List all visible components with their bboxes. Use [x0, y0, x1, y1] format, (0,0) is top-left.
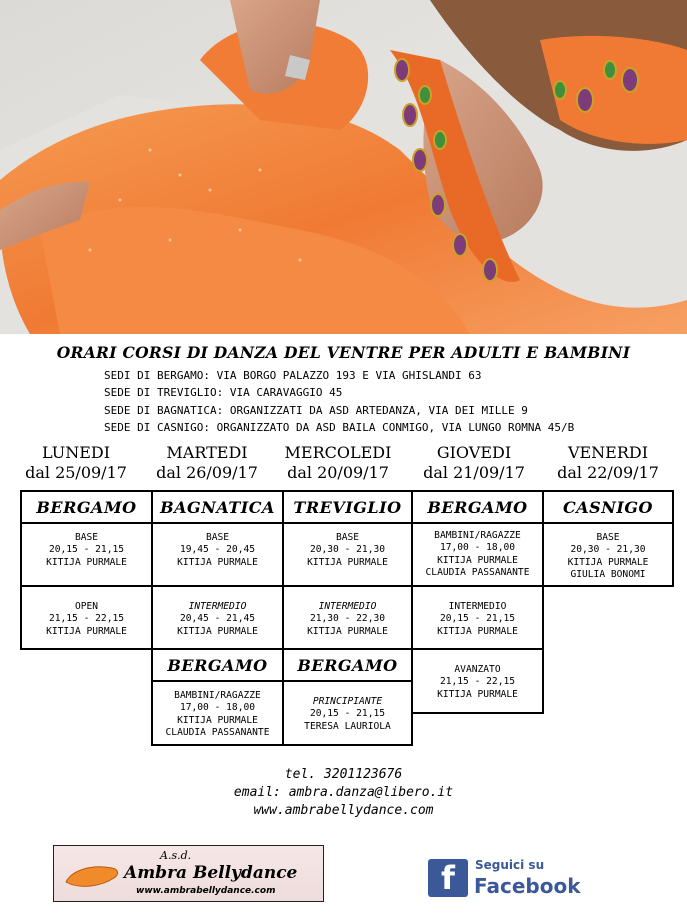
- class-teacher: CLAUDIA PASSANANTE: [425, 567, 530, 579]
- facebook-icon: f: [428, 859, 468, 897]
- class-cell: [282, 585, 413, 650]
- class-teacher: GIULIA BONOMI: [570, 569, 646, 581]
- dancer-photo: [0, 0, 687, 334]
- class-level: AVANZATO: [454, 664, 501, 675]
- class-time: 20,45 - 21,45: [179, 613, 256, 625]
- day-date: dal 25/09/17: [25, 463, 127, 482]
- location-name: TREVIGLIO: [293, 497, 402, 517]
- day-date: dal 26/09/17: [156, 463, 258, 482]
- class-level: BASE: [596, 532, 620, 543]
- class-time: 17,00 - 18,00: [179, 702, 256, 714]
- class-level: BAMBINI/RAGAZZE: [174, 690, 261, 701]
- class-cell: [411, 648, 544, 714]
- contact-info: [0, 766, 687, 820]
- location-name: CASNIGO: [563, 497, 653, 517]
- day-date: dal 22/09/17: [557, 463, 659, 482]
- facebook-line1: Seguici su: [475, 858, 545, 872]
- logo-swoosh-icon: [62, 860, 122, 896]
- class-time: 21,30 - 22,30: [309, 613, 386, 625]
- location-cell-thursday: [411, 490, 544, 524]
- location-name: BERGAMO: [167, 655, 268, 675]
- location-cell-wednesday: [282, 490, 413, 524]
- location-line: SEDE DI BAGNATICA: ORGANIZZATI DA ASD ARTEDANZA, VIA DEI MILLE 9: [104, 403, 528, 417]
- class-teacher: KITIJA PURMALE: [177, 625, 258, 637]
- day-date: dal 20/09/17: [287, 463, 389, 482]
- class-time: 19,45 - 20,45: [179, 544, 256, 556]
- class-cell: [151, 585, 284, 650]
- class-teacher: KITIJA PURMALE: [437, 688, 518, 700]
- class-cell: [151, 680, 284, 746]
- class-cell: [282, 522, 413, 587]
- class-time: 20,30 - 21,30: [570, 544, 646, 556]
- class-time: 20,30 - 21,30: [309, 544, 386, 556]
- day-header-tuesday: [141, 443, 273, 483]
- class-teacher: KITIJA PURMALE: [307, 625, 388, 637]
- class-time: 21,15 - 22,15: [48, 613, 125, 625]
- class-teacher: KITIJA PURMALE: [437, 554, 518, 566]
- day-name: MERCOLEDI: [284, 443, 392, 462]
- class-teacher: CLAUDIA PASSANANTE: [165, 727, 270, 739]
- class-time: 20,15 - 21,15: [48, 544, 125, 556]
- class-teacher: KITIJA PURMALE: [177, 714, 258, 726]
- day-header-wednesday: [272, 443, 404, 483]
- location-line: SEDE DI CASNIGO: ORGANIZZATO DA ASD BAILA CONMIGO, VIA LUNGO ROMNA 45/B: [104, 420, 575, 434]
- logo-name: Ambra Bellydance: [124, 863, 298, 883]
- class-level: INTERMEDIO: [318, 601, 377, 612]
- class-teacher: KITIJA PURMALE: [177, 556, 258, 568]
- class-level: BASE: [205, 532, 230, 543]
- class-cell: [20, 522, 153, 587]
- day-header-friday: [542, 443, 674, 483]
- class-level: INTERMEDIO: [448, 601, 507, 612]
- class-time: 17,00 - 18,00: [439, 542, 516, 554]
- class-time: 20,15 - 21,15: [309, 708, 386, 720]
- day-name: VENERDI: [567, 443, 649, 462]
- location-line: SEDI DI BERGAMO: VIA BORGO PALAZZO 193 E VIA GHISLANDI 63: [104, 369, 482, 382]
- class-teacher: KITIJA PURMALE: [567, 556, 649, 568]
- class-level: BAMBINI/RAGAZZE: [434, 530, 521, 541]
- locations-list: [104, 367, 664, 436]
- day-name: GIOVEDI: [436, 443, 512, 462]
- class-cell: [282, 680, 413, 746]
- location-cell-tuesday: [151, 490, 284, 524]
- page-title: ORARI CORSI DI DANZA DEL VENTRE PER ADULTI E BAMBINI: [56, 343, 631, 362]
- day-date: dal 21/09/17: [423, 463, 525, 482]
- class-level: PRINCIPIANTE: [312, 696, 383, 707]
- location-line: SEDE DI TREVIGLIO: VIA CARAVAGGIO 45: [104, 386, 343, 400]
- day-header-monday: [10, 443, 142, 483]
- class-level: OPEN: [74, 601, 99, 612]
- class-cell: [151, 522, 284, 587]
- website-link[interactable]: www.ambrabellydance.com: [253, 803, 434, 818]
- logo-url: www.ambrabellydance.com: [136, 886, 276, 896]
- class-time: 20,15 - 21,15: [439, 613, 516, 625]
- class-time: 21,15 - 22,15: [439, 676, 516, 688]
- class-cell: [20, 585, 153, 650]
- location-cell-wednesday-2: [282, 648, 413, 682]
- location-cell-tuesday-2: [151, 648, 284, 682]
- day-name: MARTEDI: [166, 443, 248, 462]
- location-cell-friday: [542, 490, 674, 524]
- email-address[interactable]: email: ambra.danza@libero.it: [233, 785, 454, 800]
- class-teacher: TERESA LAURIOLA: [304, 720, 391, 732]
- class-level: BASE: [335, 532, 360, 543]
- class-teacher: KITIJA PURMALE: [437, 625, 518, 637]
- location-cell-monday: [20, 490, 153, 524]
- location-name: BERGAMO: [36, 497, 137, 517]
- location-name: BERGAMO: [297, 655, 398, 675]
- class-cell: [542, 522, 674, 587]
- class-level: INTERMEDIO: [188, 601, 247, 612]
- facebook-line2: Facebook: [474, 874, 581, 898]
- class-teacher: KITIJA PURMALE: [307, 556, 388, 568]
- class-cell: [411, 522, 544, 587]
- class-level: BASE: [74, 532, 99, 543]
- class-teacher: KITIJA PURMALE: [46, 556, 127, 568]
- day-header-thursday: [408, 443, 540, 483]
- phone-number: tel. 3201123676: [284, 767, 403, 782]
- day-name: LUNEDI: [41, 443, 111, 462]
- ambra-bellydance-logo: [53, 845, 324, 902]
- facebook-follow[interactable]: [428, 857, 588, 899]
- location-name: BERGAMO: [427, 497, 528, 517]
- location-name: BAGNATICA: [160, 497, 275, 517]
- class-teacher: KITIJA PURMALE: [46, 625, 127, 637]
- class-cell: [411, 585, 544, 650]
- logo-asd: A.s.d.: [160, 849, 192, 862]
